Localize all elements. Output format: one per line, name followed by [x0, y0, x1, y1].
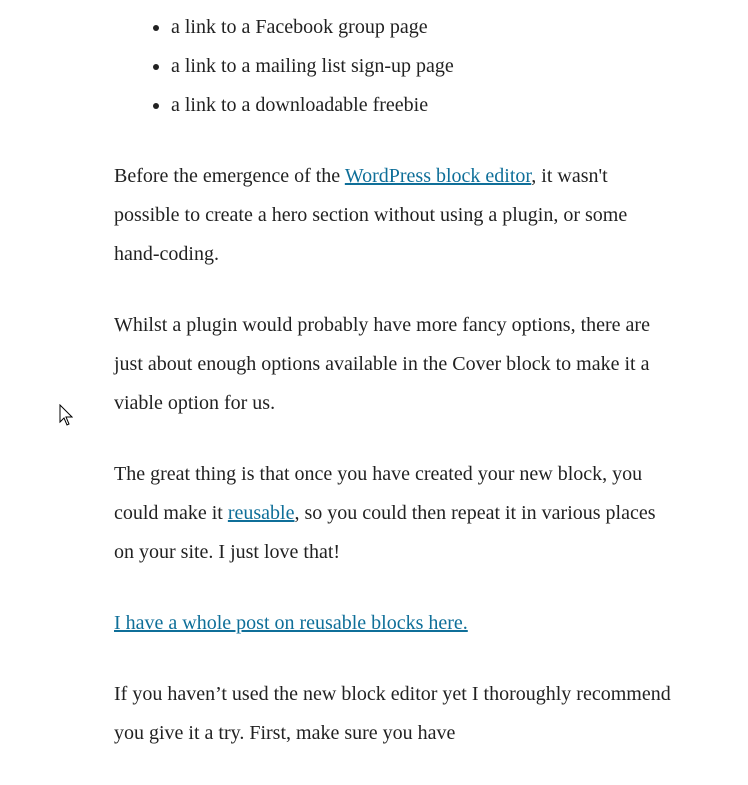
paragraph-recommend: If you haven’t used the new block editor yet I thoroughly recommend you give it a try. First, make sure you have: [114, 683, 671, 744]
reusable-link[interactable]: reusable: [227, 502, 295, 524]
paragraph-text: , so you could then repeat it in various places on your site. I just love that!: [114, 502, 656, 563]
paragraph-reusable: [114, 455, 674, 572]
reusable-blocks-post-link[interactable]: I have a whole post on reusable blocks here.: [114, 612, 468, 634]
list-item: • a link to a Facebook group page: [171, 8, 674, 47]
paragraph-plugin: Whilst a plugin would probably have more fancy options, there are just about enough options available in the Cover block to make it a viable option for us.: [114, 314, 650, 414]
paragraph-block-editor: [114, 157, 674, 274]
bullet-list: [114, 8, 674, 125]
paragraph-reusable-post-link: [114, 604, 674, 643]
paragraph-text: , it wasn't possible to create a hero section without using a plugin, or some hand-coding.: [114, 165, 628, 265]
mouse-pointer-icon: [59, 404, 73, 426]
list-item: • a link to a mailing list sign-up page: [171, 47, 674, 86]
article-body: [114, 8, 674, 785]
wordpress-block-editor-link[interactable]: WordPress block editor: [344, 165, 532, 187]
list-item: • a link to a downloadable freebie: [171, 86, 674, 125]
paragraph-text: Before the emergence of the: [114, 165, 345, 187]
paragraph-text: The great thing is that once you have created your new block, you could make it: [114, 463, 643, 524]
